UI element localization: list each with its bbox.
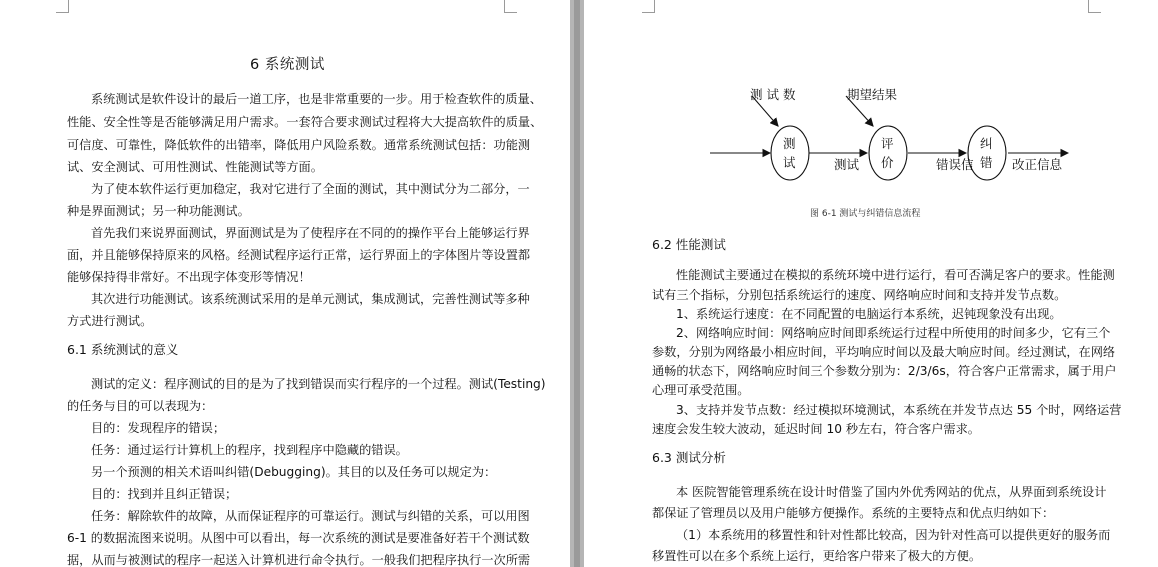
paragraph-line: 种是界面测试；另一种功能测试。 [67,204,250,218]
paragraph-line: 都保证了管理员以及用户能够方便操作。系统的主要特点和优点归纳如下： [652,506,1055,520]
node-correct-label-1: 纠 [980,136,993,151]
node-test-label-1: 测 [783,136,796,151]
paragraph-line: 面，并且能够保持原来的风格。经测试程序运行正常，运行界面上的字体图片等设置都 [67,248,531,262]
paragraph-line: 1、系统运行速度：在不同配置的电脑运行本系统，迟钝现象没有出现。 [676,307,1062,321]
paragraph-line: 速度会发生较大波动，延迟时间 10 秒左右，符合客户需求。 [652,422,980,436]
paragraph-line: 试、安全测试、可用性测试、性能测试等方面。 [67,160,323,174]
paragraph-line: 试有三个指标，分别包括系统运行的速度、网络响应时间和支持并发节点数。 [652,288,1067,302]
section-heading: 6.3 测试分析 [652,450,726,465]
edge-label-error-info: 错误信 [936,157,974,172]
node-correct [968,126,1006,180]
paragraph-line: 测试的定义：程序测试的目的是为了找到错误而实行程序的一个过程。测试(Testing) [91,377,546,391]
paragraph-line: 能够保持得非常好。不出现字体变形等情况！ [67,270,311,284]
paragraph-line: 通畅的状态下，网络响应时间三个参数分别为：2/3/6s，符合客户正常需求，属于用户 [652,364,1117,378]
figure-caption: 图 6-1 测试与纠错信息流程 [810,209,921,219]
paragraph-line: 参数，分别为网络最小相应时间，平均响应时间以及最大响应时间。经过测试，在网络 [652,345,1116,359]
page-title: 6 系统测试 [250,57,325,73]
node-evaluate-label-2: 价 [881,155,894,170]
node-test [771,126,809,180]
node-evaluate-label-1: 评 [881,136,894,151]
section-heading: 6.2 性能测试 [652,237,726,252]
paragraph-line: （1）本系统用的移置性和针对性都比较高，因为针对性高可以提供更好的服务而 [676,528,1111,542]
node-evaluate [869,126,907,180]
flow-diagram [584,0,1158,200]
paragraph-line: 其次进行功能测试。该系统测试采用的是单元测试，集成测试，完善性测试等多种 [91,292,530,306]
paragraph-line: 目的：发现程序的错误； [91,421,226,435]
crop-mark [56,0,69,13]
paragraph-line: 移置性可以在多个系统上运行，更给客户带来了极大的方便。 [652,549,982,563]
paragraph-line: 性能测试主要通过在模拟的系统环境中进行运行，看可否满足客户的要求。性能测 [676,268,1115,282]
paragraph-line: 目的：找到并且纠正错误； [91,487,238,501]
page-gutter [570,0,584,567]
node-correct-label-2: 错 [980,155,993,170]
paragraph-line: 系统测试是软件设计的最后一道工序，也是非常重要的一步。用于检查软件的质量、 [91,92,542,106]
paragraph-line: 2、网络响应时间：网络响应时间即系统运行过程中所使用的时间多少，它有三个 [676,326,1111,340]
edge-label-correction-info: 改正信息 [1012,157,1063,172]
label-expected-result: 期望结果 [847,87,898,102]
section-heading: 6.1 系统测试的意义 [67,342,179,357]
document-page-left [0,0,570,567]
crop-mark [504,0,517,13]
paragraph-line: 另一个预测的相关术语叫纠错(Debugging)。其目的以及任务可以规定为： [91,465,497,479]
edge-label-test-result: 测试 [834,157,860,172]
paragraph-line: 首先我们来说界面测试，界面测试是为了使程序在不同的的操作平台上能够运行界 [91,226,530,240]
paragraph-line: 心理可承受范围。 [652,383,750,397]
paragraph-line: 为了使本软件运行更加稳定，我对它进行了全面的测试，其中测试分为二部分，一 [91,182,530,196]
paragraph-line: 6-1 的数据流图来说明。从图中可以看出，每一次系统的测试是要准备好若干个测试数 [67,531,530,545]
label-test-data: 测 试 数 [750,87,796,102]
paragraph-line: 任务：解除软件的故障，从而保证程序的可靠运行。测试与纠错的关系，可以用图 [91,509,530,523]
paragraph-line: 任务：通过运行计算机上的程序，找到程序中隐藏的错误。 [91,443,408,457]
paragraph-line: 方式进行测试。 [67,314,153,328]
paragraph-line: 本 医院智能管理系统在设计时借鉴了国内外优秀网站的优点，从界面到系统设计 [676,485,1107,499]
paragraph-line: 据，从而与被测试的程序一起送入计算机进行命令执行。一般我们把程序执行一次所需 [67,553,531,567]
paragraph-line: 可信度、可靠性，降低软件的出错率，降低用户风险系数。通常系统测试包括：功能测 [67,138,531,152]
paragraph-line: 的任务与目的可以表现为： [67,399,214,413]
node-test-label-2: 试 [783,155,796,170]
paragraph-line: 3、支持并发节点数：经过模拟环境测试，本系统在并发节点达 55 个时，网络运营 [676,403,1122,417]
paragraph-line: 性能、安全性等是否能够满足用户需求。一套符合要求测试过程将大大提高软件的质量、 [67,115,543,129]
document-page-right [584,0,1158,567]
